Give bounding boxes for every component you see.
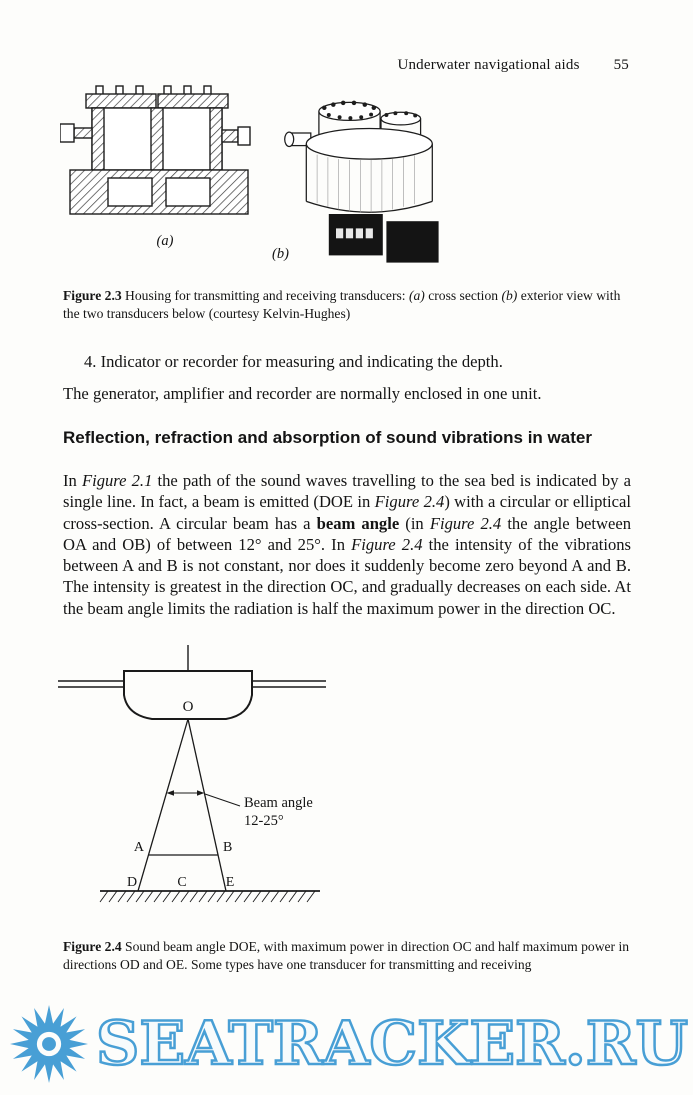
figure-2-4-caption: Figure 2.4 Sound beam angle DOE, with maximum power in direction OC and half maximum power in directions OD and OE. Some types have one transducer for transmitting and receiving: [63, 939, 630, 972]
point-o-label: O: [182, 699, 194, 715]
figure-2-3-caption: Figure 2.3 Housing for transmitting and receiving transducers: (a) cross section (b) exterior view with the two transducers below (courtesy Kelvin-Hughes): [63, 288, 621, 321]
transducer-cross-section-drawing: [60, 84, 270, 224]
figure-2-3a-label: (a): [156, 233, 174, 249]
figure-2-4: [58, 645, 398, 940]
transducer-exterior-drawing: [282, 88, 462, 277]
point-d-label: D: [126, 875, 138, 890]
sun-burst-icon: [10, 998, 88, 1090]
figure-2-3b: [282, 88, 462, 282]
page-number: 55: [613, 57, 629, 73]
figure-2-3a: [60, 84, 270, 250]
list-item-4: 4. Indicator or recorder for measuring and indicating the depth.: [84, 352, 503, 371]
housing-outline: [60, 86, 250, 214]
point-a-label: A: [133, 840, 144, 855]
running-title: Underwater navigational aids: [397, 57, 580, 73]
figure-2-3b-label: (b): [272, 246, 289, 262]
watermark: [10, 996, 688, 1091]
body-paragraph: In Figure 2.1 the path of the sound waves travelling to the sea bed is indicated by a single line. In fact, a beam is emitted (DOE in Figure 2.4) with a circular or elliptical cross-section. A circular beam has a beam angle (in Figure 2.4 the angle between OA and OB) of between 12° and 25°. In Figure 2.4 the intensity of the vibrations between A and B is not constant, nor does it suddenly become zero beyond A and B. The intensity is greatest in the direction OC, and gradually decreases on each side. At the beam angle limits the radiation is half the maximum power in the direction OC.: [63, 471, 631, 618]
point-e-label: E: [225, 875, 235, 890]
section-heading: Reflection, refraction and absorption of sound vibrations in water: [63, 428, 592, 447]
beam-angle-value: 12-25°: [244, 813, 284, 829]
beam-angle-label: Beam angle: [244, 795, 313, 811]
paragraph-unit: The generator, amplifier and recorder are normally enclosed in one unit.: [63, 384, 542, 403]
running-header: [63, 57, 629, 74]
point-c-label: C: [177, 875, 187, 890]
watermark-text: SEATRACKER.RU: [96, 1008, 688, 1079]
point-b-label: B: [223, 840, 233, 855]
exterior-outline: [285, 101, 439, 263]
beam-angle-diagram: [58, 645, 398, 935]
diagram-lines: [58, 645, 326, 902]
